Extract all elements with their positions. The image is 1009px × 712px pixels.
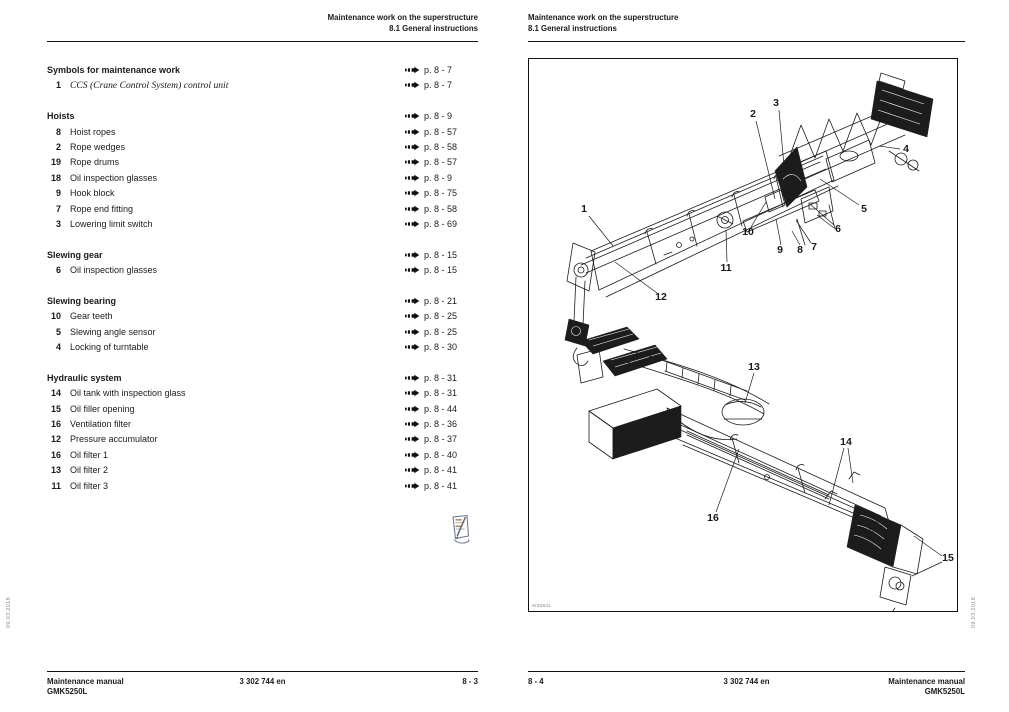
item-label: Slewing angle sensor <box>70 326 156 337</box>
figure-top-crane <box>565 73 933 366</box>
item-label: Hook block <box>70 188 115 199</box>
item-label: Rope end fitting <box>70 203 134 214</box>
toc-item-row <box>47 339 478 354</box>
page-ref-text: p. 8 - 58 <box>424 203 458 214</box>
item-label: Rope wedges <box>70 141 126 152</box>
header-rule <box>528 41 965 42</box>
item-number: 6 <box>55 265 61 276</box>
page-ref-link[interactable] <box>405 127 478 137</box>
toc-item-row <box>47 386 478 401</box>
page-ref-link[interactable] <box>405 65 478 75</box>
page-ref-link[interactable] <box>405 265 478 275</box>
item-label: Gear teeth <box>70 311 113 322</box>
page-ref-link[interactable] <box>405 419 478 429</box>
callout-number: 6 <box>835 223 841 235</box>
toc-item-row <box>47 447 478 462</box>
toc-item-row <box>47 201 478 216</box>
header-rule <box>47 41 478 42</box>
item-label: Pressure accumulator <box>70 434 158 445</box>
page-ref-arrow-icon <box>405 482 420 490</box>
page-ref-link[interactable] <box>405 188 478 198</box>
footer-doc-number: 3 302 744 en <box>723 677 770 686</box>
page-ref-link[interactable] <box>405 434 478 444</box>
page-ref-link[interactable] <box>405 373 478 383</box>
running-head-line2: 8.1 General instructions <box>389 23 478 33</box>
page-ref-link[interactable] <box>405 450 478 460</box>
callout-number: 9 <box>777 244 783 256</box>
page-ref-text: p. 8 - 9 <box>424 111 453 122</box>
item-label: Ventilation filter <box>70 418 132 429</box>
page-ref-text: p. 8 - 30 <box>424 342 458 353</box>
page-ref-text: p. 8 - 44 <box>424 403 458 414</box>
callout-number: 4 <box>903 143 909 155</box>
page-ref-text: p. 8 - 57 <box>424 126 458 137</box>
item-label: Rope drums <box>70 157 120 168</box>
page-ref-text: p. 8 - 31 <box>424 372 458 383</box>
page-ref-arrow-icon <box>405 205 420 213</box>
page-ref-link[interactable] <box>405 311 478 321</box>
toc-item-row <box>47 124 478 139</box>
item-number: 18 <box>50 172 61 183</box>
item-number: 8 <box>55 126 61 137</box>
page-ref-arrow-icon <box>405 312 420 320</box>
page-ref-text: p. 8 - 40 <box>424 449 458 460</box>
item-number: 12 <box>50 434 61 445</box>
page-ref-link[interactable] <box>405 80 478 90</box>
callout-number: 12 <box>655 291 667 303</box>
page-ref-arrow-icon <box>405 251 420 259</box>
page-ref-arrow-icon <box>405 451 420 459</box>
print-date-right: 09.03.2018 <box>971 597 977 628</box>
item-label: Oil filter 3 <box>70 480 109 491</box>
print-date-left: 09.03.2018 <box>6 597 12 628</box>
page-ref-link[interactable] <box>405 142 478 152</box>
section-title: Slewing bearing <box>47 295 117 306</box>
toc-item-row <box>47 401 478 416</box>
page-ref-text: p. 8 - 41 <box>424 480 458 491</box>
page-ref-link[interactable] <box>405 250 478 260</box>
page-ref-text: p. 8 - 9 <box>424 172 453 183</box>
item-number: 16 <box>50 449 61 460</box>
toc-item-row <box>47 139 478 154</box>
callout-number: 3 <box>773 97 779 109</box>
figure-watermark: W30841 <box>532 604 552 609</box>
section-title: Symbols for maintenance work <box>47 64 181 75</box>
footer-manual-title: Maintenance manual <box>888 677 965 686</box>
item-label: Locking of turntable <box>70 342 149 353</box>
page-ref-text: p. 8 - 69 <box>424 218 458 229</box>
section-title-row <box>47 108 478 123</box>
page-ref-link[interactable] <box>405 465 478 475</box>
toc-item-row <box>47 155 478 170</box>
crane-figure <box>529 59 957 611</box>
page-ref-arrow-icon <box>405 420 420 428</box>
item-number: 14 <box>50 388 61 399</box>
page-ref-text: p. 8 - 58 <box>424 141 458 152</box>
page-ref-arrow-icon <box>405 328 420 336</box>
running-head <box>328 13 478 34</box>
callout-number: 16 <box>707 512 719 524</box>
item-label: Oil filter 2 <box>70 465 109 476</box>
callout-number: 14 <box>840 436 852 448</box>
page-ref-text: p. 8 - 25 <box>424 326 458 337</box>
callout-number: 11 <box>720 262 732 274</box>
callout-number: 7 <box>811 241 817 253</box>
footer-rule <box>528 671 965 672</box>
callout-number: 13 <box>748 361 760 373</box>
page-ref-arrow-icon <box>405 389 420 397</box>
callout-number: 8 <box>797 244 803 256</box>
page-ref-text: p. 8 - 31 <box>424 388 458 399</box>
page-ref-arrow-icon <box>405 343 420 351</box>
callout-number: 1 <box>581 203 587 215</box>
page-ref-text: p. 8 - 21 <box>424 295 458 306</box>
toc-item-row <box>47 309 478 324</box>
page-ref-arrow-icon <box>405 143 420 151</box>
callout-number: 2 <box>750 108 756 120</box>
callout-number: 5 <box>861 203 867 215</box>
notes-icon <box>449 513 473 546</box>
page-left <box>47 0 478 712</box>
item-label: Oil filter 1 <box>70 449 109 460</box>
toc-item-row <box>47 462 478 477</box>
item-number: 19 <box>50 157 61 168</box>
toc-list <box>47 62 478 493</box>
item-label: Oil tank with inspection glass <box>70 388 186 399</box>
running-head-line1: Maintenance work on the superstructure <box>327 13 478 22</box>
item-label: Hoist ropes <box>70 126 116 137</box>
footer-manual-title: Maintenance manual <box>47 677 124 686</box>
running-head <box>528 13 678 34</box>
toc-item-row <box>47 216 478 231</box>
page-ref-arrow-icon <box>405 220 420 228</box>
section-title: Slewing gear <box>47 249 103 260</box>
page-ref-arrow-icon <box>405 158 420 166</box>
page-ref-link[interactable] <box>405 111 478 121</box>
page-ref-text: p. 8 - 7 <box>424 80 453 91</box>
footer-doc-number: 3 302 744 en <box>239 677 286 686</box>
page-ref-arrow-icon <box>405 297 420 305</box>
callout-leader-lines <box>589 110 942 576</box>
page-ref-arrow-icon <box>405 174 420 182</box>
footer-rule <box>47 671 478 672</box>
toc-item-row <box>47 478 478 493</box>
page-ref-text: p. 8 - 36 <box>424 418 458 429</box>
toc-item-row <box>47 432 478 447</box>
page-ref-text: p. 8 - 57 <box>424 157 458 168</box>
page-ref-arrow-icon <box>405 189 420 197</box>
page-ref-arrow-icon <box>405 466 420 474</box>
toc-item-row <box>47 262 478 277</box>
page-ref-arrow-icon <box>405 374 420 382</box>
page-ref-text: p. 8 - 37 <box>424 434 458 445</box>
callout-number: 10 <box>742 226 754 238</box>
page-ref-text: p. 8 - 41 <box>424 465 458 476</box>
callout-number: 15 <box>942 552 954 564</box>
page-ref-arrow-icon <box>405 66 420 74</box>
item-number: 5 <box>55 326 61 337</box>
toc-item-row <box>47 78 478 93</box>
page-ref-text: p. 8 - 15 <box>424 249 458 260</box>
section-title-row <box>47 247 478 262</box>
item-number: 16 <box>50 418 61 429</box>
toc-item-row <box>47 324 478 339</box>
section-title: Hydraulic system <box>47 372 122 383</box>
footer-model: GMK5250L <box>924 687 965 696</box>
item-number: 15 <box>50 403 61 414</box>
page-ref-arrow-icon <box>405 81 420 89</box>
item-label: Oil inspection glasses <box>70 172 158 183</box>
page-ref-arrow-icon <box>405 435 420 443</box>
running-head-line1: Maintenance work on the superstructure <box>528 13 679 22</box>
page-ref-link[interactable] <box>405 404 478 414</box>
item-label: Oil filler opening <box>70 403 135 414</box>
footer-page-number: 8 - 3 <box>462 677 478 686</box>
toc-item-row <box>47 170 478 185</box>
page-ref-arrow-icon <box>405 405 420 413</box>
page-right <box>528 0 965 712</box>
page-ref-link[interactable] <box>405 173 478 183</box>
section-title-row <box>47 62 478 77</box>
item-label: Oil inspection glasses <box>70 265 158 276</box>
section-title-row <box>47 293 478 308</box>
item-label: CCS (Crane Control System) control unit <box>70 79 229 91</box>
item-number: 7 <box>55 203 61 214</box>
item-number: 9 <box>55 188 61 199</box>
item-number: 3 <box>55 218 61 229</box>
section-title: Hoists <box>47 111 75 122</box>
page-ref-text: p. 8 - 7 <box>424 64 453 75</box>
item-number: 10 <box>50 311 61 322</box>
page-ref-link[interactable] <box>405 342 478 352</box>
item-number: 1 <box>55 80 61 91</box>
item-number: 4 <box>55 342 61 353</box>
page-ref-arrow-icon <box>405 112 420 120</box>
page-ref-link[interactable] <box>405 327 478 337</box>
page-ref-link[interactable] <box>405 157 478 167</box>
footer-page-number: 8 - 4 <box>528 677 544 686</box>
footer-right <box>888 677 965 697</box>
toc-item-row <box>47 185 478 200</box>
section-title-row <box>47 370 478 385</box>
page-ref-arrow-icon <box>405 266 420 274</box>
page-ref-text: p. 8 - 25 <box>424 311 458 322</box>
item-label: Lowering limit switch <box>70 218 153 229</box>
page-ref-link[interactable] <box>405 219 478 229</box>
footer-model: GMK5250L <box>47 687 88 696</box>
toc-item-row <box>47 416 478 431</box>
page-ref-link[interactable] <box>405 481 478 491</box>
page-ref-arrow-icon <box>405 128 420 136</box>
item-number: 13 <box>50 465 61 476</box>
item-number: 2 <box>55 141 61 152</box>
item-number: 11 <box>51 480 61 491</box>
page-ref-link[interactable] <box>405 388 478 398</box>
running-head-line2: 8.1 General instructions <box>528 23 617 33</box>
page-ref-link[interactable] <box>405 204 478 214</box>
page-ref-text: p. 8 - 75 <box>424 188 458 199</box>
figure-box <box>528 58 958 612</box>
page-ref-link[interactable] <box>405 296 478 306</box>
page-ref-text: p. 8 - 15 <box>424 265 458 276</box>
